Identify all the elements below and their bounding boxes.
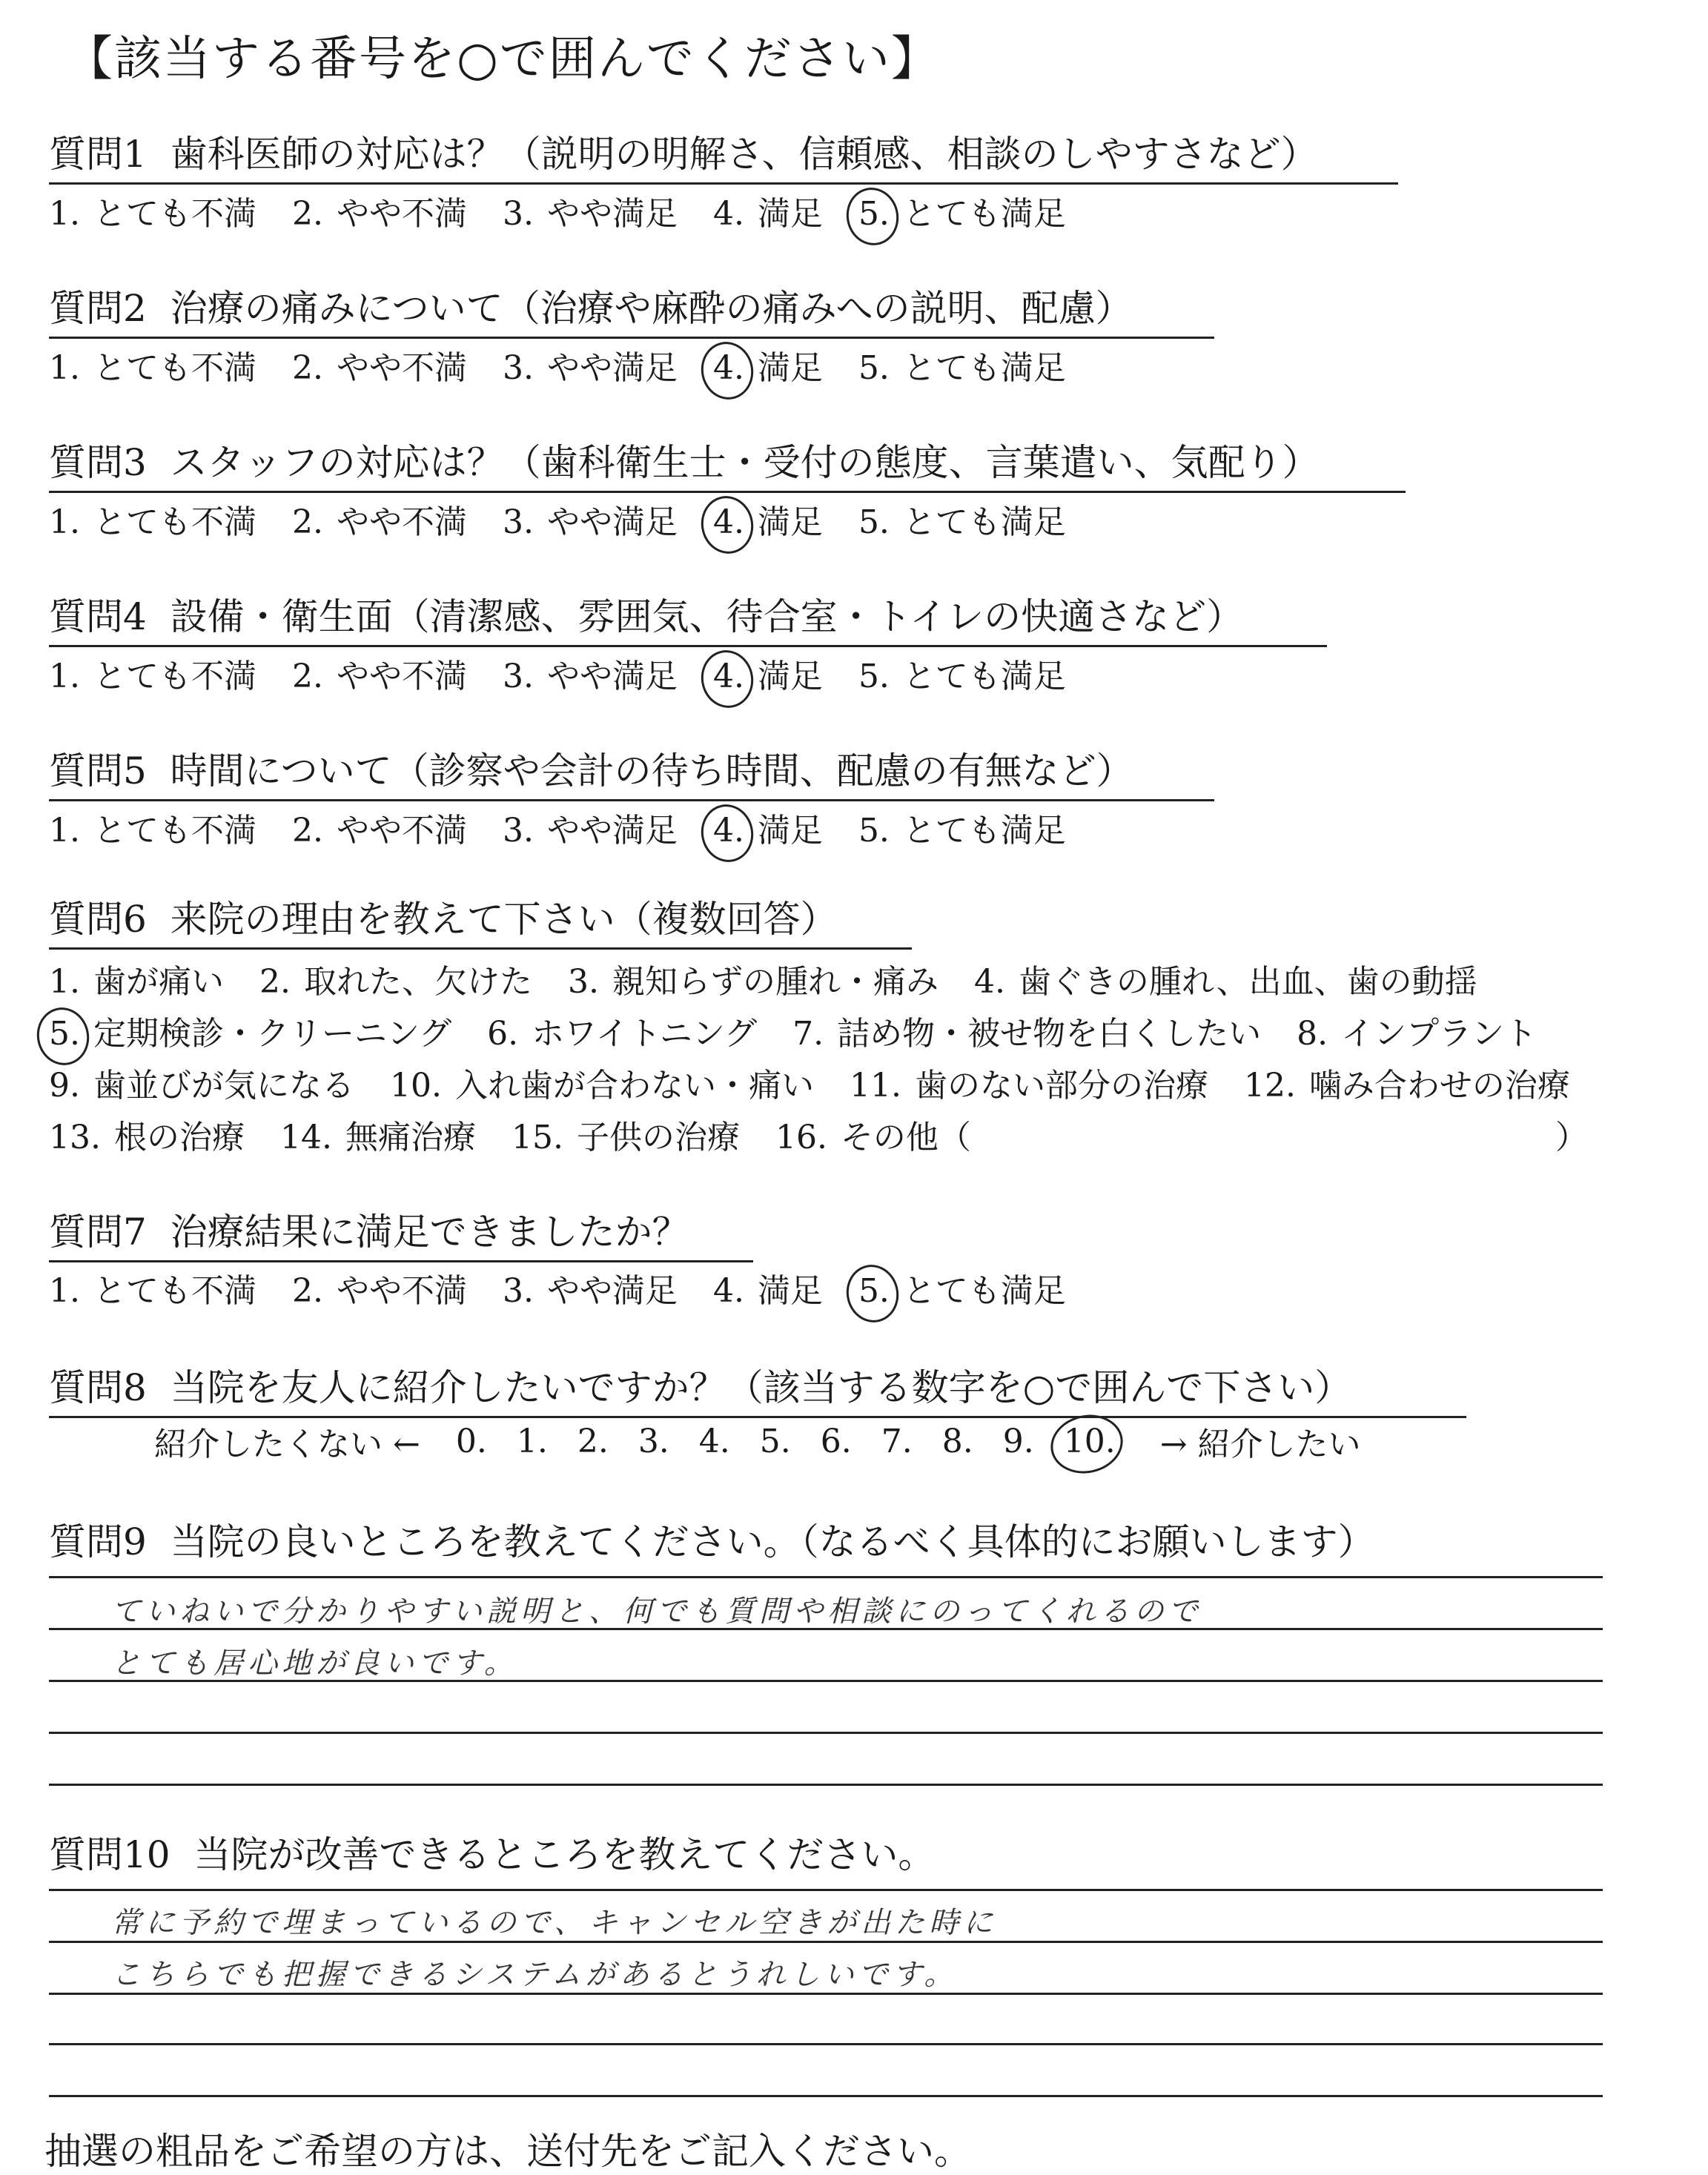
rating-option-5[interactable] — [858, 495, 1066, 543]
reason-option[interactable] — [512, 1110, 740, 1158]
rating-number: 5. — [858, 812, 890, 850]
reason-number: 1. — [49, 963, 80, 1001]
reason-option[interactable] — [1244, 1059, 1570, 1106]
scale-number[interactable]: 7. — [881, 1422, 913, 1460]
rating-label: とても不満 — [93, 503, 256, 541]
q6-text: 来院の理由を教えて下さい（複数回答） — [170, 898, 838, 941]
rating-number: 3. — [502, 195, 534, 233]
q10-answer-line-2: こちらでも把握できるシステムがあるとうれしいです。 — [111, 1958, 959, 1992]
rating-option-3[interactable] — [503, 649, 678, 697]
q6-row — [49, 1059, 1606, 1106]
rating-number: 4. — [712, 1272, 744, 1310]
rating-option-4[interactable] — [713, 1264, 823, 1311]
q6-row — [49, 955, 1513, 1002]
q6-row — [49, 1110, 1588, 1158]
rating-number: 4. — [712, 349, 744, 387]
question-text: 治療の痛みについて（治療や麻酔の痛みへの説明、配慮） — [170, 287, 1133, 330]
reason-label: 詰め物・被せ物を白くしたい — [837, 1015, 1262, 1053]
reason-label: 親知らずの腫れ・痛み — [612, 963, 939, 1001]
rating-option-4[interactable] — [713, 495, 823, 543]
rating-number: 3. — [502, 503, 534, 541]
rating-number: 2. — [291, 812, 323, 850]
scale-number[interactable]: 4. — [698, 1422, 730, 1460]
q6-heading — [49, 890, 912, 950]
reason-number: 5. — [49, 1015, 80, 1053]
page-title: 【該当する番号を○で囲んでください】 — [65, 32, 940, 87]
question-text: 時間について（診察や会計の待ち時間、配慮の有無など） — [170, 749, 1133, 792]
rating-label: やや不満 — [336, 812, 467, 850]
q9-label: 質問9 — [49, 1520, 147, 1563]
reason-label: 歯が痛い — [93, 963, 224, 1001]
rating-option-4[interactable] — [713, 649, 823, 697]
question-3-heading — [49, 433, 1406, 493]
rating-label: やや不満 — [336, 503, 467, 541]
reason-number: 12. — [1243, 1067, 1296, 1105]
rating-option-5[interactable] — [858, 804, 1066, 851]
other-close-paren: ） — [1555, 1119, 1588, 1156]
rating-option-3[interactable] — [503, 341, 678, 388]
question-text: 設備・衛生面（清潔感、雰囲気、待合室・トイレの快適さなど） — [170, 595, 1244, 638]
rating-option-2[interactable] — [292, 341, 467, 388]
question-1-heading — [49, 125, 1398, 185]
rating-number: 3. — [502, 349, 534, 387]
reason-option[interactable] — [49, 1059, 354, 1106]
question-2-options — [49, 341, 1102, 388]
q8-text: 当院を友人に紹介したいですか？（該当する数字を○で囲んで下さい） — [170, 1366, 1352, 1409]
reason-label: 歯のない部分の治療 — [914, 1067, 1208, 1105]
rating-number: 2. — [291, 1272, 323, 1310]
q10-heading — [49, 1825, 935, 1878]
q8-scale — [154, 1417, 1361, 1465]
q8-right-label: → 紹介したい — [1159, 1426, 1361, 1463]
q8-heading — [49, 1358, 1466, 1418]
reason-number: 16. — [775, 1119, 827, 1156]
rating-option-2[interactable] — [292, 495, 467, 543]
rating-option-3[interactable] — [503, 804, 678, 851]
rating-number: 5. — [858, 1272, 890, 1310]
rating-label: やや不満 — [336, 658, 467, 695]
answer-line — [49, 1889, 1603, 1891]
rating-option-3[interactable] — [503, 187, 678, 234]
q9-heading — [49, 1512, 1375, 1566]
reason-number: 11. — [849, 1067, 901, 1105]
rating-option-4[interactable] — [713, 341, 823, 388]
rating-number: 1. — [49, 503, 80, 541]
q7-options — [49, 1264, 1102, 1311]
answer-line — [49, 1628, 1603, 1630]
rating-option-1[interactable] — [49, 649, 256, 697]
answer-line — [49, 2095, 1603, 2097]
rating-option-2[interactable] — [292, 187, 467, 234]
question-4-heading — [49, 587, 1327, 647]
reason-label: 入れ歯が合わない・痛い — [454, 1067, 814, 1105]
rating-label: とても満足 — [902, 349, 1066, 387]
reason-option[interactable] — [390, 1059, 814, 1106]
question-label: 質問5 — [49, 749, 147, 792]
reason-label: 無痛治療 — [345, 1119, 476, 1156]
rating-number: 2. — [291, 349, 323, 387]
reason-label: その他（ — [840, 1119, 971, 1156]
question-1-options — [49, 187, 1102, 234]
question-3-options — [49, 495, 1102, 543]
scale-number[interactable]: 9. — [1002, 1422, 1034, 1460]
reason-label: 根の治療 — [113, 1119, 245, 1156]
rating-option-1[interactable] — [49, 1264, 256, 1311]
reason-number: 9. — [49, 1067, 80, 1105]
rating-option-2[interactable] — [292, 1264, 467, 1311]
rating-label: とても不満 — [93, 195, 256, 233]
rating-label: とても不満 — [93, 1272, 256, 1310]
answer-line — [49, 1576, 1603, 1578]
reason-option[interactable] — [792, 1007, 1261, 1054]
question-label: 質問4 — [49, 595, 147, 638]
rating-number: 1. — [49, 812, 80, 850]
rating-option-2[interactable] — [292, 804, 467, 851]
rating-label: とても満足 — [902, 1272, 1066, 1310]
q8-numbers — [456, 1423, 1145, 1460]
q10-text: 当院が改善できるところを教えてください。 — [193, 1833, 936, 1876]
reason-number: 13. — [49, 1119, 101, 1156]
reason-option[interactable] — [487, 1007, 757, 1054]
reason-option[interactable] — [49, 955, 224, 1002]
rating-number: 1. — [49, 195, 80, 233]
reason-number: 6. — [487, 1015, 519, 1053]
question-label: 質問2 — [49, 287, 147, 330]
q7-text: 治療結果に満足できましたか？ — [170, 1211, 689, 1254]
reason-number: 10. — [389, 1067, 442, 1105]
reason-option[interactable] — [49, 1007, 451, 1054]
rating-label: とても不満 — [93, 658, 256, 695]
rating-label: 満足 — [757, 195, 823, 233]
reason-option[interactable] — [1297, 1007, 1537, 1054]
rating-option-1[interactable] — [49, 495, 256, 543]
rating-label: やや満足 — [546, 658, 678, 695]
rating-label: とても不満 — [93, 349, 256, 387]
q6-row — [49, 1007, 1572, 1054]
rating-label: 満足 — [757, 349, 823, 387]
rating-label: やや満足 — [546, 812, 678, 850]
reason-option[interactable] — [850, 1059, 1208, 1106]
answer-line — [49, 1680, 1603, 1682]
reason-label: 定期検診・クリーニング — [93, 1015, 452, 1053]
reason-option[interactable] — [259, 955, 532, 1002]
reason-label: 噛み合わせの治療 — [1308, 1067, 1570, 1105]
reason-option[interactable] — [775, 1110, 971, 1158]
reason-label: 子供の治療 — [576, 1119, 740, 1156]
q9-answer-line-1: ていねいで分かりやすい説明と、何でも質問や相談にのってくれるので — [111, 1595, 1202, 1629]
rating-number: 4. — [712, 812, 744, 850]
rating-label: とても満足 — [902, 503, 1066, 541]
rating-option-1[interactable] — [49, 804, 256, 851]
rating-label: とても不満 — [93, 812, 256, 850]
rating-number: 4. — [712, 658, 744, 695]
q9-answer-line-2: とても居心地が良いです。 — [111, 1646, 518, 1681]
rating-number: 2. — [291, 658, 323, 695]
question-label: 質問1 — [49, 133, 147, 176]
rating-number: 5. — [858, 195, 890, 233]
q9-text: 当院の良いところを教えてください。（なるべく具体的にお願いします） — [170, 1520, 1375, 1563]
question-5-heading — [49, 741, 1214, 801]
q10-label: 質問10 — [49, 1833, 171, 1876]
rating-number: 2. — [291, 195, 323, 233]
reason-label: 歯並びが気になる — [93, 1067, 354, 1105]
question-text: 歯科医師の対応は？（説明の明解さ、信頼感、相談のしやすさなど） — [170, 133, 1318, 176]
question-5-options — [49, 804, 1102, 851]
q10-answer-line-1: 常に予約で埋まっているので、キャンセル空きが出た時に — [111, 1906, 998, 1940]
rating-number: 4. — [712, 503, 744, 541]
scale-number[interactable]: 0. — [455, 1422, 487, 1460]
rating-number: 5. — [858, 658, 890, 695]
rating-label: 満足 — [757, 658, 823, 695]
rating-number: 1. — [49, 1272, 80, 1310]
answer-line — [49, 1941, 1603, 1943]
q6-label: 質問6 — [49, 898, 147, 941]
rating-number: 4. — [712, 195, 744, 233]
answer-line — [49, 1993, 1603, 1995]
reason-option[interactable] — [280, 1110, 476, 1158]
rating-number: 5. — [858, 349, 890, 387]
reason-label: ホワイトニング — [532, 1015, 758, 1053]
rating-option-4[interactable] — [713, 187, 823, 234]
rating-option-1[interactable] — [49, 187, 256, 234]
rating-option-5[interactable] — [858, 341, 1066, 388]
rating-number: 1. — [49, 349, 80, 387]
question-text: スタッフの対応は？（歯科衛生士・受付の態度、言葉遣い、気配り） — [170, 441, 1320, 484]
scale-number[interactable]: 1. — [516, 1422, 548, 1460]
scale-number[interactable]: 10. — [1063, 1422, 1116, 1460]
rating-label: やや満足 — [546, 195, 678, 233]
reason-number: 4. — [973, 963, 1005, 1001]
rating-label: 満足 — [757, 812, 823, 850]
reason-number: 8. — [1297, 1015, 1328, 1053]
rating-label: とても満足 — [902, 195, 1066, 233]
rating-option-5[interactable] — [858, 1264, 1066, 1311]
rating-number: 2. — [291, 503, 323, 541]
rating-label: やや満足 — [546, 1272, 678, 1310]
rating-number: 5. — [858, 503, 890, 541]
reason-option[interactable] — [974, 955, 1477, 1002]
footer-text: 抽選の粗品をご希望の方は、送付先をご記入ください。 — [44, 2130, 971, 2173]
rating-option-3[interactable] — [503, 1264, 678, 1311]
q8-label: 質問8 — [49, 1366, 147, 1409]
question-2-heading — [49, 279, 1214, 339]
scale-number[interactable]: 6. — [820, 1422, 852, 1460]
rating-label: やや不満 — [336, 1272, 467, 1310]
answer-line — [49, 1732, 1603, 1734]
answer-line — [49, 1784, 1603, 1786]
rating-option-1[interactable] — [49, 341, 256, 388]
answer-line — [49, 2043, 1603, 2045]
scale-number[interactable]: 2. — [577, 1422, 609, 1460]
rating-number: 3. — [502, 1272, 534, 1310]
reason-number: 15. — [511, 1119, 563, 1156]
reason-label: 歯ぐきの腫れ、出血、歯の動揺 — [1018, 963, 1477, 1001]
rating-option-2[interactable] — [292, 649, 467, 697]
rating-label: やや不満 — [336, 195, 467, 233]
reason-option[interactable] — [49, 1110, 245, 1158]
q7-heading — [49, 1202, 753, 1262]
rating-number: 3. — [502, 658, 534, 695]
reason-number: 2. — [259, 963, 291, 1001]
reason-number: 3. — [567, 963, 599, 1001]
rating-label: やや満足 — [546, 349, 678, 387]
rating-label: やや不満 — [336, 349, 467, 387]
rating-option-4[interactable] — [713, 804, 823, 851]
reason-label: 取れた、欠けた — [303, 963, 532, 1001]
q7-label: 質問7 — [49, 1211, 147, 1254]
rating-label: 満足 — [757, 503, 823, 541]
scale-number[interactable]: 3. — [638, 1422, 669, 1460]
question-4-options — [49, 649, 1102, 697]
scale-number[interactable]: 5. — [759, 1422, 791, 1460]
rating-label: とても満足 — [902, 812, 1066, 850]
reason-number: 7. — [792, 1015, 824, 1053]
rating-label: やや満足 — [546, 503, 678, 541]
rating-label: 満足 — [757, 1272, 823, 1310]
rating-number: 3. — [502, 812, 534, 850]
rating-option-5[interactable] — [858, 649, 1066, 697]
rating-number: 1. — [49, 658, 80, 695]
rating-option-5[interactable] — [858, 187, 1066, 234]
rating-option-3[interactable] — [503, 495, 678, 543]
scale-number[interactable]: 8. — [941, 1422, 973, 1460]
rating-label: とても満足 — [902, 658, 1066, 695]
q8-left-label: 紹介したくない ← — [154, 1426, 420, 1463]
reason-label: インプラント — [1341, 1015, 1537, 1053]
reason-option[interactable] — [568, 955, 939, 1002]
reason-number: 14. — [279, 1119, 332, 1156]
question-label: 質問3 — [49, 441, 147, 484]
